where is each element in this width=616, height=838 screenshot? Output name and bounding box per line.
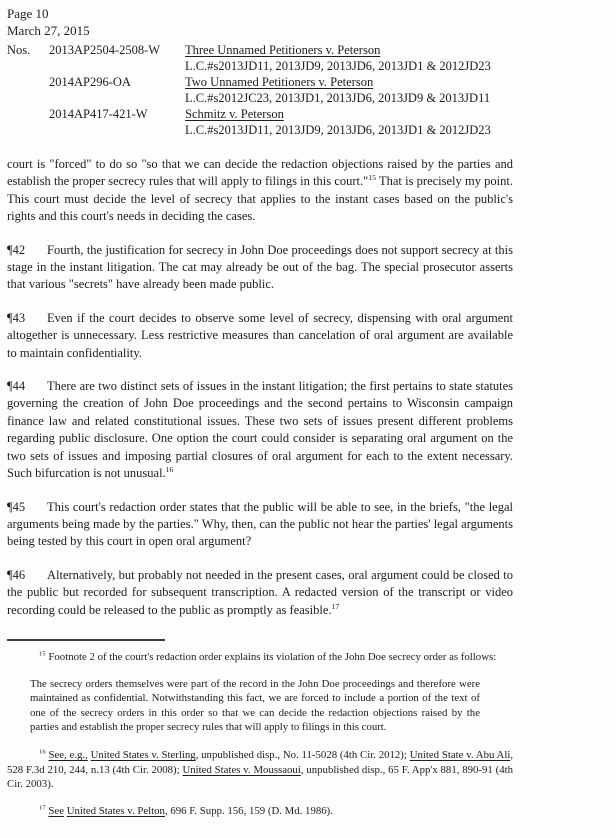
footnote-section [7,639,513,818]
text-run: , unpublished disp., No. 11-5028 (4th Cir. 2012); [195,748,410,761]
page-date: March 27, 2015 [7,23,90,38]
opinion-body [7,156,513,619]
footnote-separator [7,639,165,641]
paragraph-number: ¶43 [7,310,26,325]
text-run: Alternatively, but probably not needed in the present cases, oral argument could be closed to the public but recorded for subsequent transcription. A redacted version of the transcript or video recording could be released to the public as promptly as feasible. [7,567,513,617]
text-run: This court's redaction order states that the public will be able to see, in the briefs, "the legal arguments being made by the parties." Why, then, can the public not hear the parties' legal arguments being tested by this court in open oral argument? [7,499,513,549]
underlined-citation: See, e.g., [48,748,88,761]
case-lc-numbers: L.C.#s2013JD11, 2013JD9, 2013JD6, 2013JD1 & 2012JD23 [185,123,491,137]
text-run: That is precisely my point. This court must decide the level of secrecy that applies to the instant cases based on the public's rights and this court's needs in deciding the cases. [7,174,513,224]
paragraph-number: ¶46 [7,567,26,582]
case-title: Two Unnamed Petitioners v. Peterson [185,75,374,89]
footnote-list [7,650,513,818]
opinion-paragraph [7,567,513,619]
footnote-ref: 17 [39,804,46,812]
case-name-block [185,74,513,106]
underlined-citation: See [48,804,64,817]
footnote-ref: 15 [39,650,46,658]
nos-label: Nos. [7,43,31,57]
text-run: Even if the court decides to observe some level of secrecy, dispensing with oral argument altogether is unnecessary. Less restrictive measures than cancelation of oral argument are available to maintain confidentiality. [7,310,513,360]
text-run: , 696 F. Supp. 156, 159 (D. Md. 1986). [164,804,333,817]
footnote [7,804,513,819]
case-lc-numbers: L.C.#s2012JC23, 2013JD1, 2013JD6, 2013JD9 & 2013JD11 [185,91,491,105]
underlined-citation: United States v. Pelton [66,804,165,817]
case-name-block [185,106,513,138]
paragraph-number: ¶42 [7,242,26,257]
case-list [7,42,513,138]
text-run: There are two distinct sets of issues in the instant litigation; the first pertains to state statutes governing the creation of John Doe proceedings and the second pertains to Wisconsin campaign finance law and related constitutional issues. These two sets of issues present different problems regarding public disclosure. One option the court could consider is separating oral argument on the two sets of issues and imposing partial closures of oral argument for each to the extent necessary. Such bifurcation is not unusual. [7,379,513,481]
opinion-paragraph [7,499,513,551]
footnote-ref: 15 [368,173,377,183]
footnote-ref: 16 [165,464,174,474]
case-title: Three Unnamed Petitioners v. Peterson [185,43,381,57]
footnote [7,650,513,665]
opinion-paragraph [7,156,513,226]
paragraph-number: ¶45 [7,499,26,514]
underlined-citation: United State v. Abu Ali [409,748,511,761]
case-docket-number: 2014AP417-421-W [49,107,148,121]
text-run: Fourth, the justification for secrecy in John Doe proceedings does not support secrecy at this stage in the instant litigation. The cat may already be out of the bag. The special prosecutor asserts that various "secrets" have already been made public. [7,242,513,292]
text-run: Footnote 2 of the court's redaction order explains its violation of the John Doe secrecy order as follows: [45,650,497,663]
case-lc-numbers: L.C.#s2013JD11, 2013JD9, 2013JD6, 2013JD1 & 2012JD23 [185,59,491,73]
opinion-paragraph [7,310,513,362]
opinion-paragraph [7,242,513,294]
footnote [7,748,513,792]
text-run: court is "forced" to do so "so that we can decide the redaction objections raised by the parties and establish the proper secrecy rules that will apply to filings in this court." [7,157,513,189]
footnote-ref: 17 [331,601,340,611]
opinion-paragraph [7,378,513,482]
case-title: Schmitz v. Peterson [185,107,284,121]
underlined-citation: United States v. Sterling [90,748,196,761]
case-docket-number: 2013AP2504-2508-W [49,43,161,57]
paragraph-number: ¶44 [7,379,26,394]
footnote-ref: 16 [39,748,46,756]
page-number: Page 10 [7,6,49,21]
case-docket-number: 2014AP296-OA [49,75,131,89]
underlined-citation: United States v. Moussaoui [182,763,301,776]
text-run: , 528 F.3d 210, 244, n.13 (4th Cir. 2008); [7,748,514,776]
footnote-block-quote: The secrecy orders themselves were part of the record in the John Doe proceedings and therefore were maintained as confidential. Notwithstanding this fact, we are forced to include a portion of the text of one of the secrecy orders in this order so that we can decide the redaction objections raised by the parties and establish the proper secrecy rules that will apply to filings in this court. [30,677,480,734]
case-name-block [185,42,513,74]
text-run: , unpublished disp., 65 F. App'x 881, 890-91 (4th Cir. 2003). [7,763,514,791]
